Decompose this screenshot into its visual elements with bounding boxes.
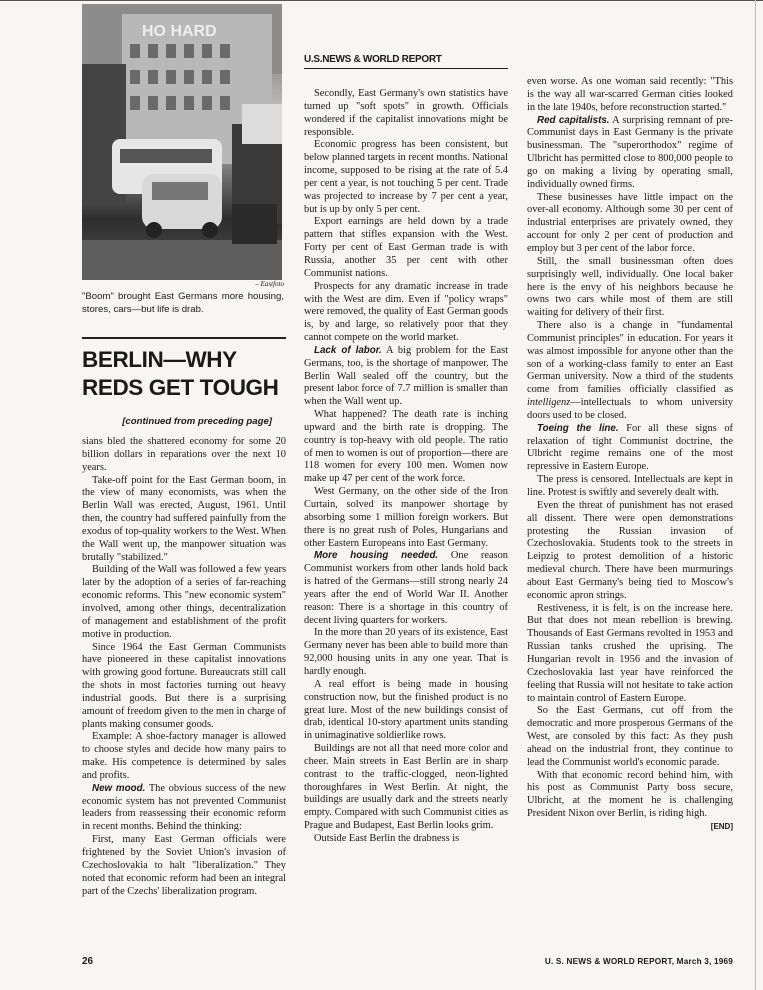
paragraph bbox=[527, 320, 733, 423]
headline-rule bbox=[82, 337, 286, 339]
subheading: Toeing the line. bbox=[537, 422, 619, 434]
masthead-rule bbox=[304, 68, 508, 69]
subheading: New mood. bbox=[92, 782, 146, 794]
paragraph bbox=[304, 345, 508, 409]
paragraph-text: The obvious success of the new economic system has not prevented Communist leaders from reassessing their economic reform in recent months. Behind the thinking: bbox=[82, 782, 286, 833]
paragraph: Example: A shoe-factory manager is allowed to choose styles and decide how many pairs to make. His competence is determined by sales and profits. bbox=[82, 731, 286, 781]
photo-caption: "Boom" brought East Germans more housing, stores, cars—but life is drab. bbox=[82, 291, 284, 315]
paragraph: Even the threat of punishment has not erased all dissent. There were open demonstrations protesting the Russian invasion of Czechoslovakia. Students took to the streets in Leipzig to protest demolition of a historic medieval church. There have been murmurings about East Germany's being tied to Moscow's economic apron strings. bbox=[527, 499, 733, 601]
italic-term: intelligenz bbox=[527, 397, 571, 409]
photo-credit: – Eastfoto bbox=[255, 280, 284, 288]
street-photo bbox=[82, 4, 282, 280]
paragraph bbox=[82, 783, 286, 834]
paragraph bbox=[527, 423, 733, 474]
paragraph-text: One reason Communist workers from other lands hold back is hatred of the Germans—still strong nearly 24 years after the end of World War II. Another reason: There is a shortage in this country of decent living quarters for workers. bbox=[304, 550, 508, 626]
paragraph: These businesses have little impact on the over-all economy. Although some 30 per cent of industrial enterprises are privately owned, they account for only 2 per cent of production and employ but 3 per cent of the labor force. bbox=[527, 191, 733, 254]
paragraph: First, many East German officials were frightened by the Soviet Union's invasion of Czechoslovakia to halt "liberalization." They noted that economic reform had been an integral part of the Czechs' liberalization program. bbox=[82, 834, 286, 897]
headline bbox=[82, 346, 286, 402]
paragraph: In the more than 20 years of its existence, East Germany never has been able to build more than 92,000 housing units in any one year. That is hardly enough. bbox=[304, 627, 508, 677]
page-edge bbox=[755, 0, 756, 990]
paragraph: Buildings are not all that need more color and cheer. Main streets in East Berlin are in sharp contrast to the traffic-clogged, neon-lighted thoroughfares in West Berlin. At night, the buildings are usually dark and the streets nearly empty. Compared with such Communist cities as Prague and Budapest, East Berlin looks grim. bbox=[304, 743, 508, 832]
paragraph: Restiveness, it is felt, is on the increase here. But that does not mean rebellion is brewing. Thousands of East Germans revolted in 1953 and Russian tanks crushed the uprising. The Hungarian revolt in 1956 and the invasion of Czechoslovakia last year have reinforced the feeling that Russia will not hesitate to take action to maintain control of Eastern Europe. bbox=[527, 602, 733, 704]
paragraph-text: There also is a change in "fundamental Communist principles" in education. For years it was almost impossible for anyone other than the son of a working-class family to enter an East German university. Now a third of the students come from families officially classified as bbox=[527, 320, 733, 396]
end-mark: [END] bbox=[710, 821, 733, 831]
paragraph: Export earnings are held down by a trade pattern that stifles expansion with the West. Forty per cent of East German trade is with Russia, another 35 per cent with other Communist nations. bbox=[304, 216, 508, 279]
paragraph-text: With that economic record behind him, with his post as Communist Party boss secure, Ulbricht, at the moment he is challenging President Nixon over Berlin, is riding high. bbox=[527, 769, 733, 820]
paragraph: even worse. As one woman said recently: "This is the way all war-scarred German cities looked in the late 1940s, before reconstruction started." bbox=[527, 76, 733, 113]
paragraph: Building of the Wall was followed a few years later by the adoption of a series of far-reaching economic reforms. This "new economic system" involved, among other things, decentralization of management and establishment of the profit motive in production. bbox=[82, 564, 286, 640]
paragraph-text: —intellectuals to whom university doors used to be closed. bbox=[527, 397, 733, 421]
paragraph: West Germany, on the other side of the Iron Curtain, solved its manpower shortage by absorbing some 1 million foreign workers. But there is no great rush of Poles, Hungarians and other Eastern Europeans into East Germany. bbox=[304, 486, 508, 549]
paragraph: The press is censored. Intellectuals are kept in line. Protest is swiftly and severely dealt with. bbox=[527, 474, 733, 498]
footer-publication: U. S. NEWS & WORLD REPORT, March 3, 1969 bbox=[544, 957, 733, 966]
paragraph: Since 1964 the East German Communists have pioneered in these capitalist innovations with growing good fortune. Bureaucrats still call the shots in most factories turning out heavy industrial goods. But there is a surprising amount of freedom given to the men in charge of plants making consumer goods. bbox=[82, 641, 286, 730]
headline-line-2: REDS GET TOUGH bbox=[82, 375, 279, 400]
masthead: U.S.NEWS & WORLD REPORT bbox=[304, 54, 442, 65]
paragraph: So the East Germans, cut off from the democratic and more prosperous Germans of the West, are consoled by this fact: As they push ahead on the industrial front, they continue to lead the Communist world's economic parade. bbox=[527, 705, 733, 768]
subheading: Red capitalists. bbox=[537, 114, 610, 126]
paragraph bbox=[527, 115, 733, 192]
paragraph: sians bled the shattered economy for some 20 billion dollars in reparations over the next 10 years. bbox=[82, 436, 286, 473]
paragraph: Outside East Berlin the drabness is bbox=[314, 832, 460, 844]
paragraph: Secondly, East Germany's own statistics have turned up "soft spots" in growth. Officials wondered if the capitalist innovations might be responsible. bbox=[304, 88, 508, 138]
paragraph: What happened? The death rate is inching upward and the birth rate is dropping. The country is top-heavy with old people. The ratio of men to women is out of proportion—there are 118 women for every 100 men. Women now make up 47 per cent of the work force. bbox=[304, 409, 508, 485]
paragraph-text: A big problem for the East Germans, too, is the shortage of manpower. The Berlin Wall sealed off the country, but the present labor force of 7.7 million is smaller than when the Wall went up. bbox=[304, 344, 508, 408]
subheading: Lack of labor. bbox=[314, 344, 382, 356]
subheading: More housing needed. bbox=[314, 550, 439, 562]
column-2 bbox=[304, 88, 508, 846]
paragraph: A real effort is being made in housing construction now, but the finished product is no great lure. Most of the new buildings consist of drab, identical 10-story apartment units standing in unimaginative soldierlike rows. bbox=[304, 678, 508, 742]
paragraph-text: For all these signs of relaxation of tight Communist doctrine, the Ulbricht regime remains one of the most repressive in Eastern Europe. bbox=[527, 422, 733, 473]
paragraph: Prospects for any dramatic increase in trade with the West are dim. Even if "policy wraps" were removed, the quality of East German goods is, by and large, so relatively poor that they cannot compete on the world market. bbox=[304, 280, 508, 344]
column-3 bbox=[527, 76, 733, 834]
continued-note: [continued from preceding page] bbox=[122, 416, 272, 427]
building-sign: HO HARD bbox=[142, 23, 217, 40]
headline-line-1: BERLIN—WHY bbox=[82, 347, 237, 372]
paragraph: Economic progress has been consistent, but below planned targets in recent months. National income, supposed to be rising at the rate of 5.4 per cent a year, is not touching 5 per cent. Trade was projected to increase by 7 per cent a year, but is up by only 5 per cent. bbox=[304, 139, 508, 215]
paragraph: Take-off point for the East German boom, in the view of many economists, was when the Berlin Wall was erected, August, 1961. Until then, the country had suffered painfully from the exodus of top-quality workers to the West. When the Wall went up, the manpower situation was brutally "stabilized." bbox=[82, 474, 286, 563]
page-number: 26 bbox=[82, 956, 94, 967]
paragraph-text: A surprising remnant of pre-Communist days in East Germany is the private businessman. The "superorthodox" regime of Ulbricht has permitted close to 800,000 people to go on making a living by operating small, individually owned firms. bbox=[527, 114, 733, 190]
column-1 bbox=[82, 436, 286, 898]
paragraph: Still, the small businessman often does surprisingly well, individually. One local baker here is the envy of his neighbors because he owns two cars while most of them are still waiting for delivery of their first. bbox=[527, 255, 733, 319]
paragraph bbox=[527, 769, 733, 831]
paragraph bbox=[304, 550, 508, 627]
